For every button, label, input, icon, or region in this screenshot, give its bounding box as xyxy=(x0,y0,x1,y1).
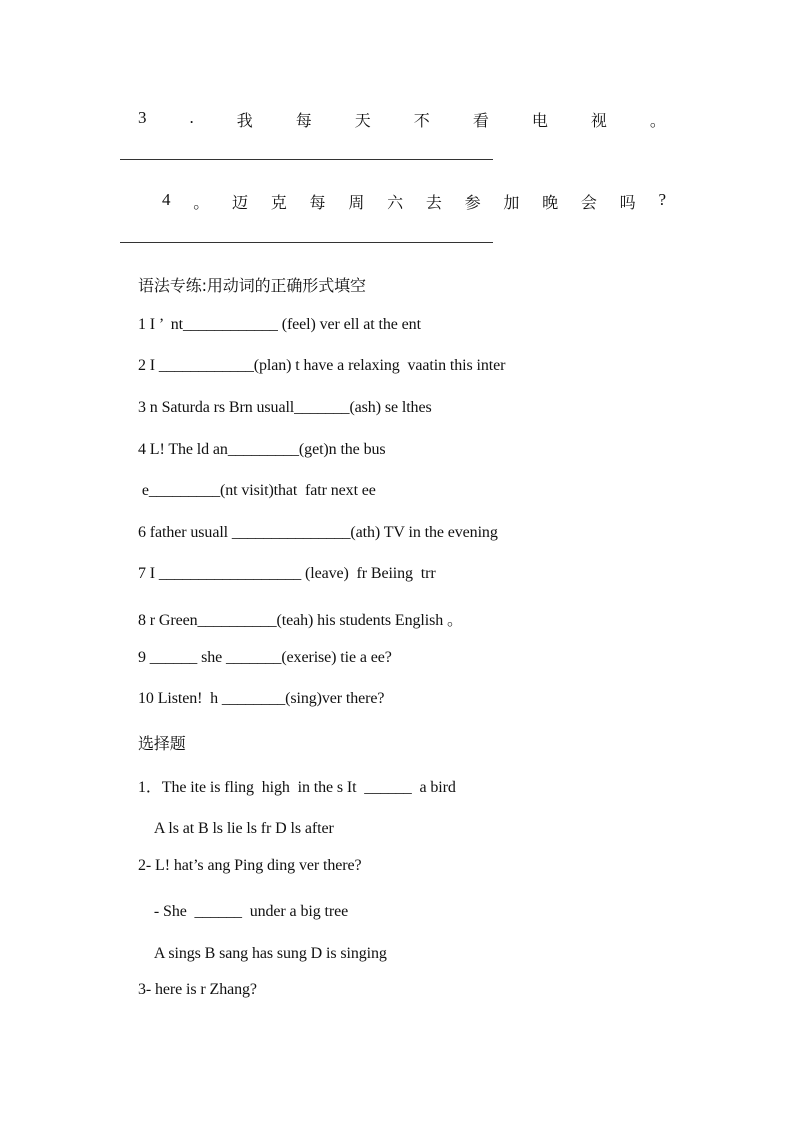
prompt-char: 晚 xyxy=(542,193,559,212)
prompt-char: 视 xyxy=(590,111,607,130)
choice-item-3: 3- here is r Zhang? xyxy=(138,981,257,998)
translation-item-3 xyxy=(138,108,666,131)
grammar-item-6: 6 father usuall _______________(ath) TV in the evening xyxy=(138,524,498,541)
grammar-item-3: 3 n Saturda rs Brn usuall_______(ash) se lthes xyxy=(138,399,432,416)
prompt-char: 每 xyxy=(309,193,326,212)
answer-line-3 xyxy=(120,159,493,160)
prompt-char: 去 xyxy=(425,193,442,212)
choice-options-2: A sings B sang has sung D is singing xyxy=(138,945,387,962)
prompt-char: 迈 xyxy=(232,193,249,212)
prompt-char: 看 xyxy=(472,111,489,130)
grammar-item-2: 2 I ____________(plan) t have a relaxing vaatin this inter xyxy=(138,357,506,374)
prompt-char: 吗 xyxy=(619,193,636,212)
prompt-char: ? xyxy=(658,190,666,209)
prompt-char: 天 xyxy=(354,111,371,130)
prompt-char: 周 xyxy=(348,193,365,212)
choice-item-2: 2- L! hat’s ang Ping ding ver there? xyxy=(138,857,362,874)
prompt-char: 3 xyxy=(138,108,147,127)
choice-item-2-reply: - She ______ under a big tree xyxy=(138,903,349,920)
prompt-char: 电 xyxy=(531,111,548,130)
prompt-char: 。 xyxy=(649,111,666,130)
prompt-char: 克 xyxy=(270,193,287,212)
answer-line-4 xyxy=(120,242,493,243)
grammar-item-4: 4 L! The ld an_________(get)n the bus xyxy=(138,441,386,458)
prompt-char: 不 xyxy=(413,111,430,130)
choice-options-1: A ls at B ls lie ls fr D ls after xyxy=(138,820,334,837)
choice-heading: 选择题 xyxy=(138,734,186,753)
prompt-char: 每 xyxy=(295,111,312,130)
grammar-heading: 语法专练:用动词的正确形式填空 xyxy=(138,276,366,295)
prompt-char: 会 xyxy=(580,193,597,212)
grammar-item-9: 9 ______ she _______(exerise) tie a ee? xyxy=(138,649,392,666)
prompt-char: 参 xyxy=(464,193,481,212)
choice-item-1: 1．The ite is fling high in the s It ______ a bird xyxy=(138,779,456,796)
grammar-item-7: 7 I __________________ (leave) fr Beiing trr xyxy=(138,565,436,582)
prompt-char: 我 xyxy=(236,111,253,130)
grammar-item-1: 1 I ’ nt____________ (feel) ver ell at the ent xyxy=(138,316,421,333)
grammar-item-5: e_________(nt visit)that fatr next ee xyxy=(138,482,376,499)
prompt-char: . xyxy=(189,108,194,127)
prompt-char: 加 xyxy=(503,193,520,212)
prompt-char: 六 xyxy=(387,193,404,212)
grammar-item-10: 10 Listen! h ________(sing)ver there? xyxy=(138,690,385,707)
prompt-char: 4 xyxy=(162,190,171,209)
translation-item-4 xyxy=(162,190,666,213)
prompt-char: 。 xyxy=(193,193,210,212)
grammar-item-8: 8 r Green__________(teah) his students English 。 xyxy=(138,612,463,629)
